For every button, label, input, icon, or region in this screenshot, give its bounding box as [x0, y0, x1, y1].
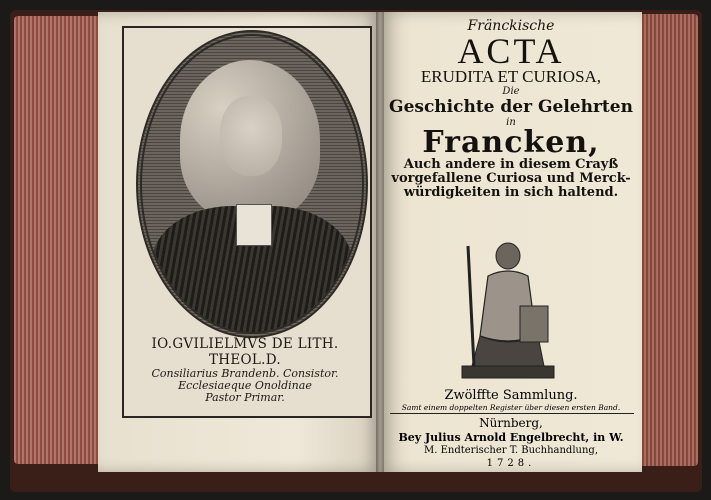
- title-auch: Auch andere in diesem Crayß: [403, 157, 619, 172]
- title-geschichte: Geschichte der Gelehrten: [389, 97, 633, 117]
- left-page-edges: [14, 16, 102, 464]
- title-nurnberg: Nürnberg,: [479, 416, 543, 430]
- caption-title: Consiliarius Brandenb. Consistor.: [151, 367, 339, 380]
- portrait-face: [220, 96, 282, 176]
- title-page-text: [386, 16, 636, 200]
- title-erudita: ERUDITA ET CURIOSA,: [420, 67, 602, 86]
- book-gutter: [376, 12, 384, 472]
- title-wurdigkeiten: würdigkeiten in sich haltend.: [403, 185, 619, 200]
- caption-pastor: Pastor Primar.: [205, 391, 285, 404]
- allegorical-figure-emblem: [458, 236, 558, 386]
- title-acta: ACTA: [457, 31, 565, 71]
- title-in: in: [506, 117, 516, 128]
- portrait-engraving: [136, 30, 368, 338]
- portrait-bands: [236, 204, 272, 246]
- title-zwolfte: Zwölffte Sammlung.: [444, 388, 578, 403]
- right-page-edges: [640, 14, 698, 466]
- caption-church: Ecclesiaeque Onoldinae: [178, 379, 312, 392]
- title-franckische: Fränckische: [467, 18, 555, 34]
- caption-name: IO.GVILIELMVS DE LITH. THEOL.D.: [151, 336, 339, 368]
- title-year: 1728.: [486, 458, 536, 469]
- title-samt: Samt einem doppelten Register über diesen ersten Band.: [401, 403, 621, 412]
- title-rule: [390, 413, 634, 414]
- title-bookshop: M. Endterischer T. Buchhandlung,: [424, 445, 598, 456]
- portrait-caption: [132, 330, 358, 408]
- title-vorgefallene: vorgefallene Curiosa und Merck-: [391, 171, 631, 186]
- title-die: Die: [502, 86, 520, 97]
- title-francken: Francken,: [422, 125, 600, 160]
- title-publisher: Bey Julius Arnold Engelbrecht, in W.: [398, 431, 624, 444]
